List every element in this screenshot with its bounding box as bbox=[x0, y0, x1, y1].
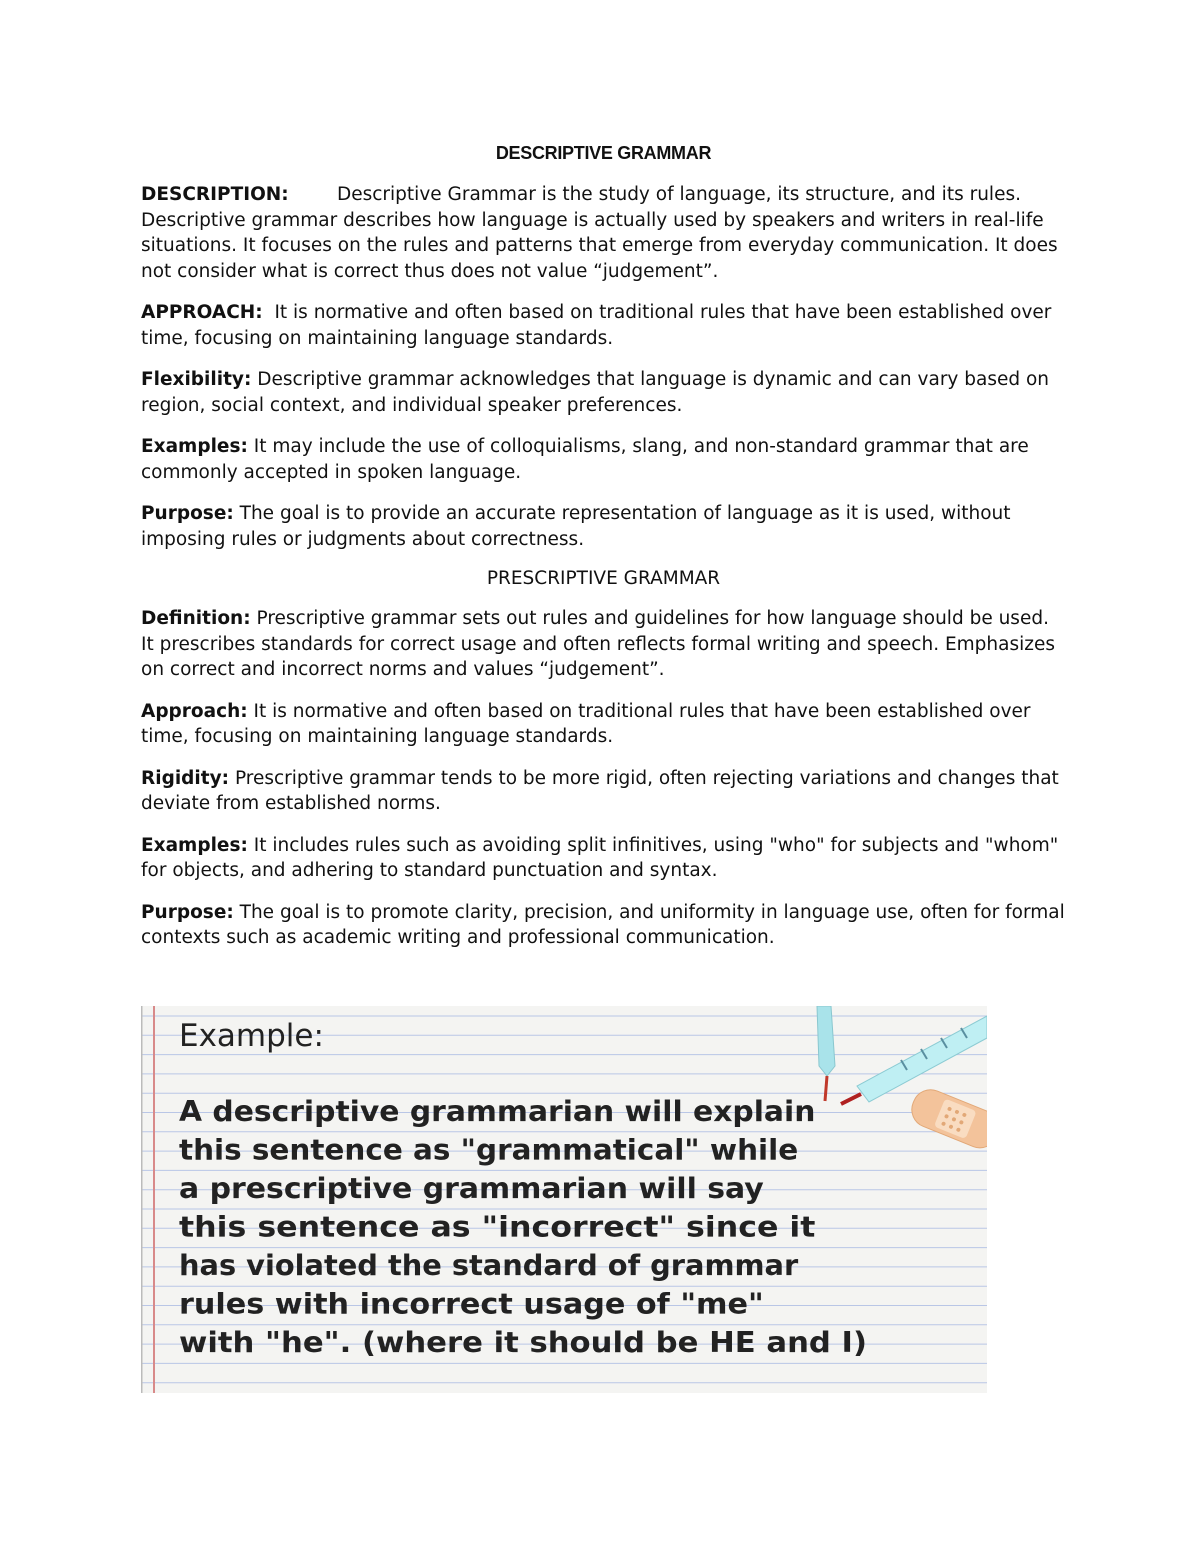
example-heading: Example: bbox=[179, 1018, 324, 1054]
examples-text: It may include the use of colloquialisms, slang, and non-standard grammar that are commonly accepted in spoken language. bbox=[141, 436, 1029, 483]
flexibility-text: Descriptive grammar acknowledges that language is dynamic and can vary based on region, social context, and individual speaker preferences. bbox=[141, 369, 1050, 416]
approach-text: It is normative and often based on traditional rules that have been established over time, focusing on maintaining language standards. bbox=[141, 302, 1052, 349]
approach-text: It is normative and often based on traditional rules that have been established over time, focusing on maintaining language standards. bbox=[141, 700, 1031, 747]
example-text-line: this sentence as "grammatical" while bbox=[179, 1133, 799, 1167]
prescriptive-approach-paragraph bbox=[141, 699, 1066, 750]
purpose-label: Purpose: bbox=[141, 503, 234, 524]
example-text-line: has violated the standard of grammar bbox=[179, 1249, 799, 1282]
definition-text: Prescriptive grammar sets out rules and guidelines for how language should be used. It prescribes standards for correct usage and often reflects formal writing and speech. Emphasizes on correct and incorrect norms and values “judgement”. bbox=[141, 608, 1055, 680]
purpose-text: The goal is to promote clarity, precision, and uniformity in language use, often for formal contexts such as academic writing and professional communication. bbox=[141, 901, 1065, 948]
example-text-line: this sentence as "incorrect" since it bbox=[179, 1210, 816, 1244]
prescriptive-rigidity-paragraph bbox=[141, 766, 1066, 817]
prescriptive-purpose-paragraph bbox=[141, 900, 1066, 951]
description-label: DESCRIPTION: bbox=[141, 184, 289, 205]
examples-label: Examples: bbox=[141, 834, 248, 856]
prescriptive-definition-paragraph bbox=[141, 606, 1066, 683]
example-text-line: a prescriptive grammarian will say bbox=[179, 1172, 765, 1205]
descriptive-description-paragraph bbox=[141, 182, 1066, 284]
prescriptive-examples-paragraph bbox=[141, 833, 1066, 884]
rigidity-text: Prescriptive grammar tends to be more rigid, often rejecting variations and changes that deviate from established norms. bbox=[141, 767, 1059, 814]
flexibility-label: Flexibility: bbox=[141, 369, 252, 390]
prescriptive-grammar-title: PRESCRIPTIVE GRAMMAR bbox=[486, 568, 721, 589]
approach-label: APPROACH: bbox=[141, 302, 263, 323]
purpose-label: Purpose: bbox=[141, 901, 234, 923]
description-text: Descriptive Grammar is the study of language, its structure, and its rules. Descriptive grammar describes how language is actually used by speakers and writers in real-life situations. It focuses on the rules and patterns that emerge from everyday communication. It does not consider what is correct thus does not value “judgement”. bbox=[141, 184, 1058, 282]
descriptive-purpose-paragraph bbox=[141, 501, 1066, 552]
example-text-line: A descriptive grammarian will explain bbox=[179, 1095, 816, 1128]
definition-label: Definition: bbox=[141, 608, 251, 629]
purpose-text: The goal is to provide an accurate representation of language as it is used, without imposing rules or judgments about correctness. bbox=[141, 503, 1011, 550]
descriptive-approach-paragraph bbox=[141, 300, 1066, 351]
descriptive-grammar-title: DESCRIPTIVE GRAMMAR bbox=[495, 143, 712, 163]
examples-label: Examples: bbox=[141, 436, 248, 457]
examples-text: It includes rules such as avoiding split infinitives, using "who" for subjects and "whom" for objects, and adhering to standard punctuation and syntax. bbox=[141, 834, 1059, 881]
approach-label: Approach: bbox=[141, 700, 248, 722]
rigidity-label: Rigidity: bbox=[141, 767, 230, 789]
example-notebook-image bbox=[141, 1006, 987, 1393]
document-body bbox=[141, 143, 1066, 967]
descriptive-flexibility-paragraph bbox=[141, 367, 1066, 418]
example-text-line: rules with incorrect usage of "me" bbox=[179, 1287, 764, 1321]
descriptive-examples-paragraph bbox=[141, 434, 1066, 485]
example-text-line: with "he". (where it should be HE and I) bbox=[179, 1326, 867, 1359]
